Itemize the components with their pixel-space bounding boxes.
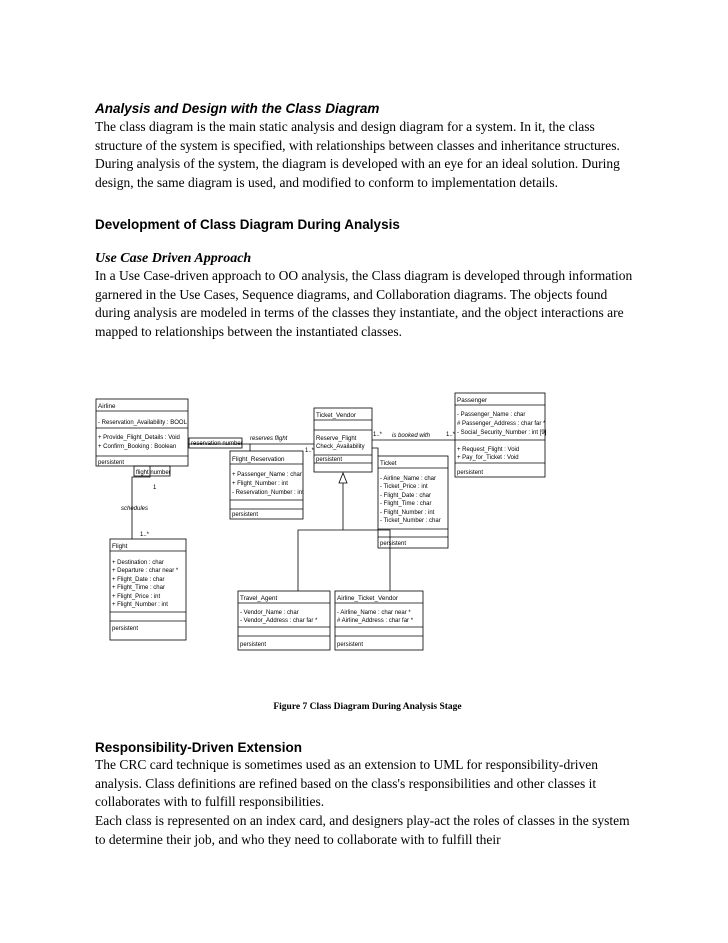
class-flight-name: Flight [112,543,128,550]
class-passenger-attr: - Passenger_Name : char [457,412,526,418]
class-ticket-attr: - Ticket_Price : int [380,484,428,490]
class-ticket-attr: - Flight_Number : int [380,510,435,516]
class-ticket-attr: - Airline_Name : char [380,476,437,482]
multiplicity-label: 1..* [305,448,315,454]
class-airline-ticket-vendor-attr: # Airline_Address : char far * [337,618,414,624]
multiplicity-label: 1..* [140,532,150,538]
class-flight-reservation-attr: - Reservation_Number : int [232,490,304,496]
label-reserves-flight: reserves flight [250,436,288,442]
class-flight-attr: + Flight_Time : char [112,585,165,591]
label-flight-number: flight number [136,470,171,476]
class-airline-ticket-vendor-name: Airline_Ticket_Vendor [337,595,399,602]
class-passenger-op: + Pay_for_Ticket : Void [457,455,519,461]
paragraph-class-diagram-intro: The class diagram is the main static analysis and design diagram for a system. In it, the class structure of the system is specified, with relationships between classes and inheritance structures. During analysis of the system, the diagram is developed with an eye for an ideal solution. During design, the same diagram is used, and modified to conform to implementation details. [95,119,620,191]
class-passenger-name: Passenger [457,397,488,404]
class-passenger-attr: - Social_Security_Number : int [9] [457,430,547,436]
class-ticket-vendor-footer: persistent [316,457,343,463]
section-heading-responsibility: Responsibility-Driven Extension [95,740,303,755]
class-ticket-attr: - Flight_Date : char [380,493,432,499]
multiplicity-label: 1..* [446,432,456,438]
class-flight-reservation-name: Flight_Reservation [232,456,285,463]
class-ticket-vendor-name: Ticket_Vendor [316,412,357,419]
class-flight-reservation-attr: + Passenger_Name : char [232,472,302,478]
class-passenger-attr: # Passenger_Address : char far * [457,421,546,427]
class-travel-agent-attr: - Vendor_Address : char far * [240,618,318,624]
class-airline-attr: - Reservation_Availability : BOOL [98,420,187,426]
class-travel-agent-name: Travel_Agent [240,595,278,602]
label-reservation-number: reservation number [191,441,243,447]
multiplicity-label: 1 [153,485,157,491]
class-passenger-footer: persistent [457,470,484,476]
class-ticket-attr: - Flight_Time : char [380,501,432,507]
class-passenger-op: + Request_Flight : Void [457,447,520,453]
class-flight-reservation-attr: + Flight_Number : int [232,481,288,487]
class-ticket-attr: - Ticket_Number : char [380,518,441,524]
class-flight-footer: persistent [112,626,139,632]
class-diagram-figure [90,390,555,660]
multiplicity-label: 1..* [373,432,383,438]
class-flight-attr: + Flight_Date : char [112,577,165,583]
class-airline-footer: persistent [98,460,125,466]
subheading-use-case: Use Case Driven Approach [95,251,252,266]
paragraph-responsibility-1: The CRC card technique is sometimes used as an extension to UML for responsibility-driven analysis. Class definitions are refined based on the class's responsibilities and other classes it collaborates with to fulfill responsibilities. [95,757,599,810]
class-travel-agent-attr: - Vendor_Name : char [240,610,299,616]
section-heading-development: Development of Class Diagram During Analysis [95,217,400,232]
section-heading-class-diagram: Analysis and Design with the Class Diagram [95,101,380,116]
class-airline-op: + Confirm_Booking : Boolean [98,444,177,450]
class-airline-op: + Provide_Flight_Details : Void [98,435,180,441]
label-is-booked-with: is booked with [392,433,431,439]
class-flight-attr: + Flight_Price : int [112,594,161,600]
class-ticket-vendor-op: Check_Availability [316,444,365,450]
class-airline-ticket-vendor-attr: - Airline_Name : char near * [337,610,411,616]
class-ticket-footer: persistent [380,541,407,547]
class-airline-ticket-vendor-footer: persistent [337,642,364,648]
class-flight-attr: + Flight_Number : int [112,602,168,608]
class-ticket-name: Ticket [380,460,397,467]
label-schedules: schedules [121,506,149,512]
paragraph-responsibility-2: Each class is represented on an index card, and designers play-act the roles of classes in the system to determine their job, and who they need to collaborate with to fulfill their [95,813,630,847]
class-flight-reservation-footer: persistent [232,512,259,518]
class-flight-attr: + Departure : char near * [112,568,179,574]
class-flight-attr: + Destination : char [112,560,164,566]
class-airline-name: Airline [98,403,116,410]
class-travel-agent-footer: persistent [240,642,267,648]
paragraph-use-case: In a Use Case-driven approach to OO analysis, the Class diagram is developed through information garnered in the Use Cases, Sequence diagrams, and Collaboration diagrams. The objects found during analysis are modeled in terms of the classes they instantiate, and the object interactions are mapped to relationships between the instantiated classes. [95,268,633,340]
figure-caption: Figure 7 Class Diagram During Analysis Stage [273,702,462,712]
class-ticket-vendor-op: Reserve_Flight [316,436,357,442]
